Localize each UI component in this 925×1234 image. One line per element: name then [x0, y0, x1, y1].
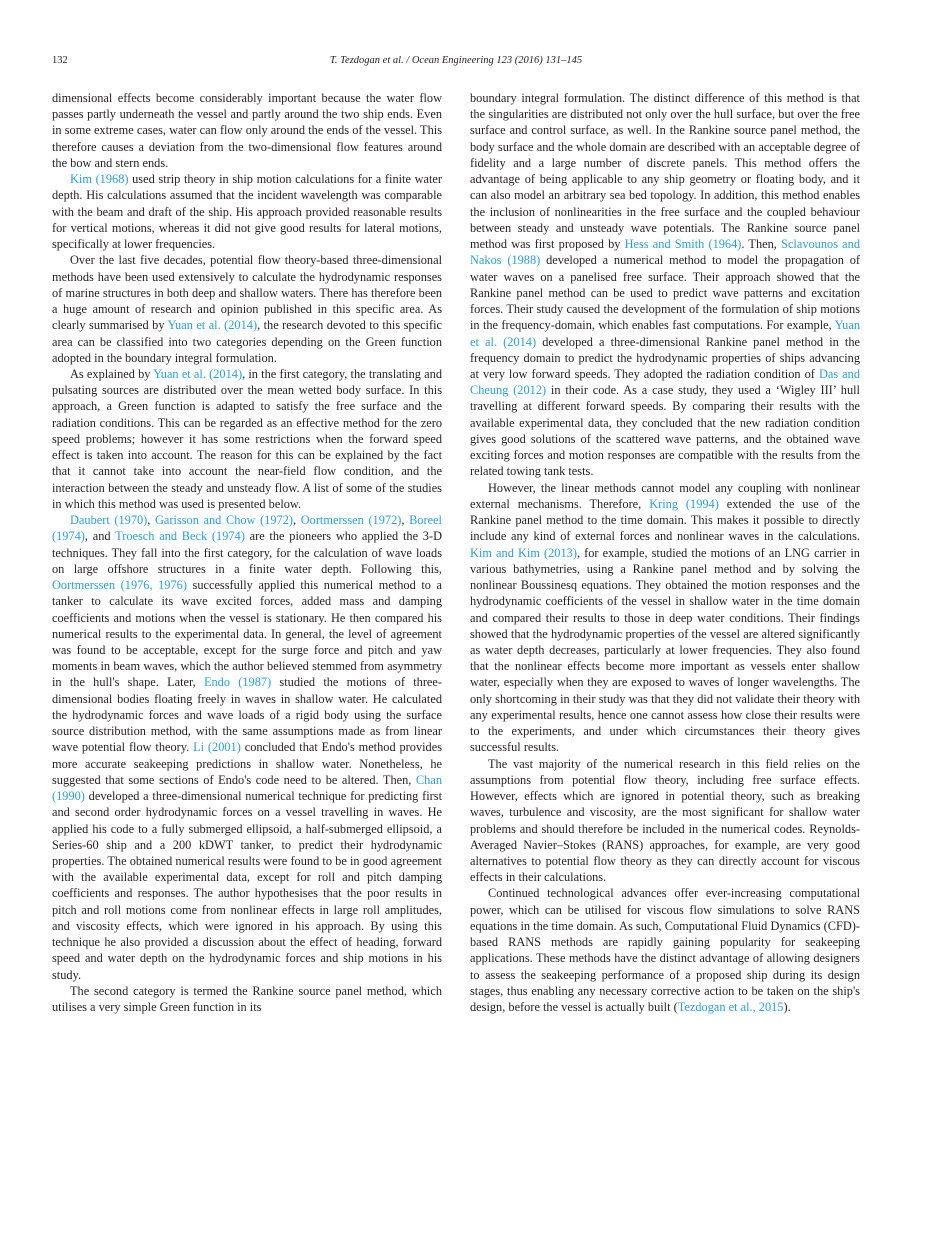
body-text: Over the last five decades, potential flow theory-based three-dimensional methods have been used extensively to calculate the hydrodynamic responses of marine structures in both deep and shallow waters. There has therefore been a huge amount of research and opinion published in this specific area. As clearly summarised by: [52, 253, 442, 333]
body-text: developed a numerical method to model the propagation of water waves on a panelised free surface. Their approach showed that the Rankine panel method can be used to predict wave patterns and excitation forces. Their study caused the development of the formulation of ship motions in the frequency-domain, which enables fast computations. For example,: [470, 253, 860, 333]
citation-link[interactable]: Oortmerssen (1972): [300, 513, 402, 528]
body-text: The second category is termed the Rankine source panel method, which utilises a very simple Green function in its: [52, 983, 442, 1015]
citation-link[interactable]: Daubert (1970): [70, 513, 148, 528]
citation-link[interactable]: Tezdogan et al., 2015: [677, 1000, 784, 1015]
paragraph: [470, 885, 860, 1015]
paragraph: [470, 756, 860, 886]
citation-link[interactable]: Kring (1994): [649, 496, 719, 511]
citation-link[interactable]: Troesch and Beck (1974): [115, 529, 245, 544]
body-text: However, the linear methods cannot model any coupling with nonlinear external mechanisms. Therefore,: [470, 480, 860, 511]
body-text: boundary integral formulation. The distinct difference of this method is that the singularities are distributed not only over the hull surface, but over the free surface and control surface, as well. In the Rankine source panel method, the body surface and the whole domain are described with an acceptable degree of fidelity and a large number of discrete panels. This method offers the advantage of being applicable to any ship geometry or floating body, and it can also model an arbitrary sea bed topology. In addition, this method enables the inclusion of nonlinearities in the free surface and the coupled behaviour between steady and unsteady wave potentials. The Rankine source panel method was first proposed by: [470, 91, 860, 252]
citation-link[interactable]: Garisson and Chow (1972): [155, 513, 294, 528]
running-head: T. Tezdogan et al. / Ocean Engineering 123 (2016) 131–145: [329, 55, 583, 66]
body-text: in their code. As a case study, they used a ‘Wigley III’ hull travelling at different forward speeds. By comparing their results with the available experimental data, they concluded that the new radiation condition gives good solutions of the scattered wave patterns, and the obtained wave exciting forces and motion responses are compatible with the results from the related towing tank tests.: [470, 383, 860, 479]
citation-link[interactable]: Kim (1968): [70, 172, 129, 187]
body-text: ,: [293, 513, 301, 528]
citation-link[interactable]: Chan (1990): [52, 772, 442, 804]
body-text: are the pioneers who applied the 3-D techniques. They fall into the first category, for the calculation of wave loads on large offshore structures in a finite water depth. Following this,: [52, 529, 442, 576]
paragraph: [52, 252, 442, 366]
paragraph: [52, 366, 442, 512]
body-text: The vast majority of the numerical research in this field relies on the assumptions from potential flow theory, including free surface effects. However, effects which are ignored in potential theory, such as breaking waves, turbulence and viscosity, are the most significant for shallow water problems and should therefore be included in the numerical codes. Reynolds-Averaged Navier–Stokes (RANS) approaches, for example, are very good alternatives to potential flow theory as they can directly account for viscous effects in their calculations.: [470, 756, 860, 885]
paragraph: [52, 983, 442, 1015]
citation-link[interactable]: Li (2001): [193, 740, 241, 755]
body-text: dimensional effects become considerably important because the water flow passes partly underneath the vessel and partly around the two ship ends. Even in some extreme cases, water can flow only around the ends of the vessel. This therefore causes a deviation from the two-dimensional flow features around the bow and stern ends.: [52, 91, 442, 170]
citation-link[interactable]: Oortmerssen (1976, 1976): [52, 578, 187, 593]
body-text: used strip theory in ship motion calculations for a finite water depth. His calculations assumed that the incident wavelength was comparable with the beam and draft of the ship. His approach provided reasonable results for vertical motions, whereas it did not give good results for lateral motions, specifically at lower frequencies.: [52, 172, 442, 252]
body-text: , and: [84, 529, 116, 544]
paragraph: [52, 90, 442, 171]
body-text: , for example, studied the motions of an LNG carrier in various bathymetries, using a Rankine panel method and by solving the nonlinear Boussinesq equations. They obtained the motion responses and the hydrodynamic coefficients of the vessel in shallow water in the time domain and compared their results to those in deep water conditions. Their findings showed that the hydrodynamic properties of the vessel are altered significantly as water depth decreases, particularly at lower frequencies. They also found that the nonlinear effects become more important as vessels enter shallow water, especially when they are exposed to waves of longer wavelengths. The only shortcoming in their study was that they did not validate their theory with any experimental results, hence one cannot assess how close their results were to the experiments, and under which circumstances their theory gives successful results.: [470, 545, 860, 755]
body-text: . Then,: [741, 237, 782, 252]
page-number: 132: [52, 55, 68, 66]
body-text: , in the first category, the translating and pulsating sources are distributed over the mean wetted body surface. In this approach, a Green function is adapted to satisfy the free surface and the radiation conditions. This can be regarded as an effective method for the zero speed problems; however it has some restrictions when the forward speed effect is taken into account. The reason for this can be explained by the fact that it cannot take into account the near-field flow condition, and the interaction between the steady and unsteady flow. A list of some of the studies in which this method was used is presented below.: [52, 366, 442, 511]
citation-link[interactable]: Boreel (1974): [52, 513, 442, 544]
body-text: As explained by: [70, 366, 154, 381]
paragraph: [52, 512, 442, 983]
body-text: ,: [147, 513, 156, 528]
body-text: concluded that Endo's method provides more accurate seakeeping predictions in shallow water. Nonetheless, he suggested that some sections of Endo's code need to be altered. Then,: [52, 740, 442, 787]
paragraph: [470, 90, 860, 480]
citation-link[interactable]: Das and Cheung (2012): [470, 366, 860, 398]
paragraph: [52, 171, 442, 252]
body-text: Continued technological advances offer ever-increasing computational power, which can be utilised for viscous flow simulations to solve RANS equations in the time domain. As such, Computational Fluid Dynamics (CFD)-based RANS methods are rapidly gaining popularity for seakeeping applications. These methods have the distinct advantage of allowing designers to assess the seakeeping performance of a proposed ship during its design stages, thus enabling any necessary corrective action to be taken on the ship's design, before the vessel is actually built (: [470, 886, 860, 1015]
citation-link[interactable]: Hess and Smith (1964): [624, 237, 742, 252]
citation-link[interactable]: Yuan et al. (2014): [167, 318, 258, 333]
body-text: successfully applied this numerical method to a tanker to calculate its wave excited forces, added mass and damping coefficients and motions when the vessel is stationary. He then compared his numerical results to the experimental data. In general, the level of agreement was found to be acceptable, except for the surge force and pitch and yaw moments in beam waves, which the author believed stemmed from asymmetry in the hull's shape. Later,: [52, 578, 442, 690]
citation-link[interactable]: Yuan et al. (2014): [470, 318, 860, 349]
body-text: developed a three-dimensional Rankine panel method in the frequency domain to predict the hydrodynamic properties of ships advancing at very low forward speeds. They adopted the radiation condition of: [470, 334, 860, 381]
body-text: ,: [401, 513, 410, 528]
citation-link[interactable]: Sclavounos and Nakos (1988): [470, 237, 860, 268]
body-text: , the research devoted to this specific area can be classified into two categories depending on the Green function adopted in the boundary integral formulation.: [52, 318, 442, 365]
paragraph: [470, 480, 860, 756]
body-text: developed a three-dimensional numerical technique for predicting first and second order hydrodynamic forces on a vessel travelling in waves. He applied his code to a fully submerged ellipsoid, a half-submerged ellipsoid, a Series-60 ship and a 200 kDWT tanker, to predict their hydrodynamic properties. The obtained numerical results were found to be in good agreement with the available experimental data, except for roll and pitch damping coefficients and responses. The author hypothesises that the poor results in pitch and roll motions come from nonlinear effects in large roll amplitudes, and viscosity effects, which were ignored in his approach. By using this technique he also provided a discussion about the effect of heading, forward speed and water depth on the hydrodynamic forces and ship motions in his study.: [52, 789, 442, 982]
citation-link[interactable]: Yuan et al. (2014): [153, 366, 243, 381]
left-column: [52, 90, 442, 1015]
citation-link[interactable]: Endo (1987): [203, 675, 272, 690]
citation-link[interactable]: Kim and Kim (2013): [470, 545, 577, 560]
body-text: ).: [783, 1000, 791, 1015]
body-text: extended the use of the Rankine panel method to the time domain. This makes it possible to directly include any kind of external forces and nonlinear waves in the calculations.: [470, 496, 860, 544]
page-header: [52, 55, 860, 71]
body-text: studied the motions of three-dimensional bodies floating freely in waves in shallow water. He calculated the hydrodynamic forces and wave loads of a rigid body using the surface source distribution method, with the same assumptions made as from linear wave potential flow theory.: [52, 675, 442, 755]
right-column: [470, 90, 860, 1015]
